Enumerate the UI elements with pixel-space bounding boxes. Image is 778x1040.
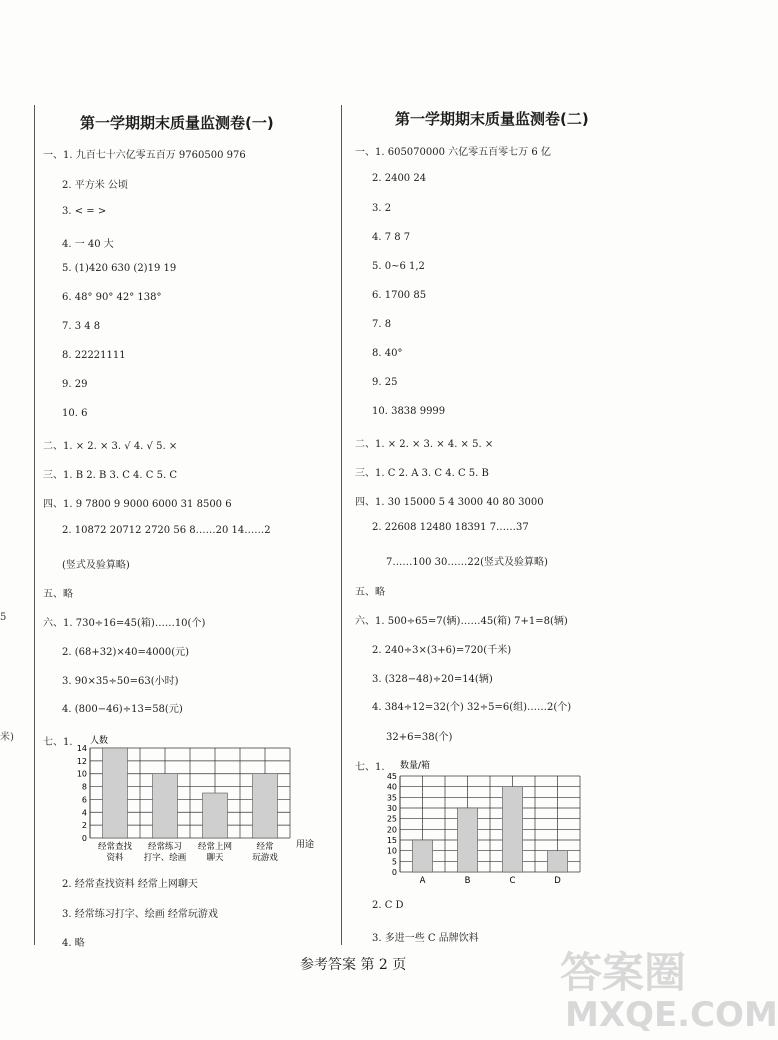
y-tick-label: 6 [81, 795, 87, 805]
y-tick-label: 40 [386, 782, 397, 792]
x-tick-label: 打字、绘画 [143, 853, 187, 863]
x-tick-label: 经常练习 [147, 842, 183, 852]
x-tick-label: 资料 [106, 853, 124, 863]
answer-line: 3. 经常练习打字、绘画 经常玩游戏 [62, 909, 218, 920]
usage-bar-chart [72, 730, 328, 863]
bar [547, 851, 567, 872]
answer-line: 五、略 [43, 589, 73, 600]
answer-line: 六、1. 500÷65=7(辆)……45(箱) 7+1=8(辆) [355, 616, 568, 627]
answer-line: 2. 经常查找资料 经常上网聊天 [62, 879, 198, 890]
y-tick-label: 5 [391, 857, 397, 867]
answer-line: 10. 6 [62, 408, 88, 419]
bar [103, 748, 128, 838]
x-tick-label: D [554, 876, 561, 886]
answer-line: 2. (68+32)×40=4000(元) [62, 647, 190, 658]
answer-line: 三、1. B 2. B 3. C 4. C 5. C [43, 470, 177, 481]
answer-line: 3. < = > [62, 206, 107, 217]
right-title: 第一学期期末质量监测卷(二) [395, 110, 589, 128]
y-tick-label: 35 [386, 793, 397, 803]
answer-line: 9. 25 [372, 377, 398, 388]
bar [457, 808, 477, 872]
answer-line: 3. (328−48)÷20=14(辆) [372, 674, 493, 685]
left-margin-rule [34, 105, 35, 945]
chart-ylabel: 人数 [90, 736, 109, 746]
answer-line: 3. 90×35÷50=63(小时) [62, 676, 179, 687]
answer-line: 2. 22608 12480 18391 7……37 [372, 522, 529, 533]
answer-line: 四、1. 9 7800 9 9000 6000 31 8500 6 [43, 499, 232, 510]
bar [412, 840, 432, 872]
y-tick-label: 8 [81, 782, 87, 792]
x-tick-label: 聊天 [206, 853, 224, 863]
y-tick-label: 15 [386, 836, 397, 845]
bar [203, 793, 228, 838]
column-divider [341, 105, 342, 945]
answer-line: 5. (1)420 630 (2)19 19 [62, 263, 177, 274]
x-tick-label: 经常查找 [97, 842, 133, 852]
y-tick-label: 0 [391, 868, 397, 877]
y-tick-label: 14 [76, 744, 87, 753]
answer-line: 8. 22221111 [62, 350, 126, 361]
answer-line: 四、1. 30 15000 5 4 3000 40 80 3000 [355, 497, 544, 508]
answer-line: 七、1. [43, 737, 73, 748]
bar [502, 787, 522, 872]
y-tick-label: 25 [386, 814, 397, 824]
x-tick-label: 经常 [256, 842, 274, 852]
answer-line: 2. C D [372, 900, 404, 911]
y-tick-label: 10 [76, 769, 87, 779]
answer-line: 4. 略 [62, 938, 85, 949]
answer-line: 7. 8 [372, 319, 392, 330]
answer-line: 4. (800−46)÷13=58(元) [62, 704, 183, 715]
answer-line: 7. 3 4 8 [62, 321, 101, 332]
answer-line: 六、1. 730÷16=45(箱)……10(个) [43, 618, 206, 629]
answer-line: 五、略 [355, 587, 385, 598]
x-tick-label: C [509, 876, 516, 886]
y-tick-label: 10 [386, 846, 397, 856]
answer-line: 3. 2 [372, 203, 392, 214]
answer-line: 9. 29 [62, 379, 88, 390]
answer-line: 5. 0~6 1,2 [372, 261, 425, 272]
answer-line: 4. 一 40 大 [62, 239, 114, 250]
watermark-url: MXQE.COM [565, 995, 778, 1035]
margin-note: 米) [0, 732, 14, 743]
x-tick-label: B [464, 876, 471, 886]
answer-line: 一、1. 九百七十六亿零五百万 9760500 976 [43, 150, 246, 161]
answer-line: 二、1. × 2. × 3. × 4. × 5. × [355, 439, 494, 450]
watermark-logo: 答案圈 [560, 948, 687, 997]
bar [153, 774, 178, 838]
answer-line: 二、1. × 2. × 3. √ 4. √ 5. × [43, 441, 178, 452]
y-tick-label: 30 [386, 804, 397, 813]
x-tick-label: 经常上网 [197, 842, 233, 852]
answer-line: 6. 1700 85 [372, 290, 427, 301]
bar [253, 774, 278, 838]
answer-line: 2. 10872 20712 2720 56 8……20 14……2 [62, 525, 271, 536]
answer-line: 8. 40° [372, 348, 403, 359]
left-title: 第一学期期末质量监测卷(一) [80, 114, 274, 132]
answer-line: 4. 7 8 7 [372, 232, 411, 243]
page-footer: 参考答案 第 2 页 [300, 957, 407, 973]
y-tick-label: 2 [81, 821, 87, 831]
answer-line: 一、1. 605070000 六亿零五百零七万 6 亿 [355, 147, 551, 158]
answer-line: 七、1. [355, 762, 385, 773]
y-tick-label: 45 [386, 772, 397, 781]
answer-line: (竖式及验算略) [62, 560, 130, 571]
answer-line: 4. 384÷12=32(个) 32÷5=6(组)……2(个) [372, 702, 572, 713]
answer-line: 32+6=38(个) [386, 732, 453, 743]
answer-line: 2. 240÷3×(3+6)=720(千米) [372, 645, 512, 656]
answer-line: 三、1. C 2. A 3. C 4. C 5. B [355, 468, 489, 479]
answer-line: 2. 2400 24 [372, 173, 427, 184]
answer-line: 6. 48° 90° 42° 138° [62, 292, 162, 303]
x-tick-label: A [419, 876, 426, 886]
y-tick-label: 4 [81, 808, 87, 818]
answer-line: 2. 平方米 公顷 [62, 180, 128, 191]
y-tick-label: 0 [81, 834, 87, 843]
margin-note: 5 [0, 612, 7, 623]
y-tick-label: 12 [76, 756, 87, 766]
x-tick-label: 玩游戏 [252, 853, 278, 863]
chart-xlabel: 用途 [296, 840, 315, 850]
answer-line: 10. 3838 9999 [372, 406, 446, 417]
answer-line: 7……100 30……22(竖式及验算略) [386, 557, 548, 568]
brand-bar-chart [380, 755, 595, 895]
answer-line: 3. 多进一些 C 品牌饮料 [372, 933, 479, 944]
chart-ylabel: 数量/箱 [400, 761, 431, 771]
y-tick-label: 20 [386, 825, 397, 835]
